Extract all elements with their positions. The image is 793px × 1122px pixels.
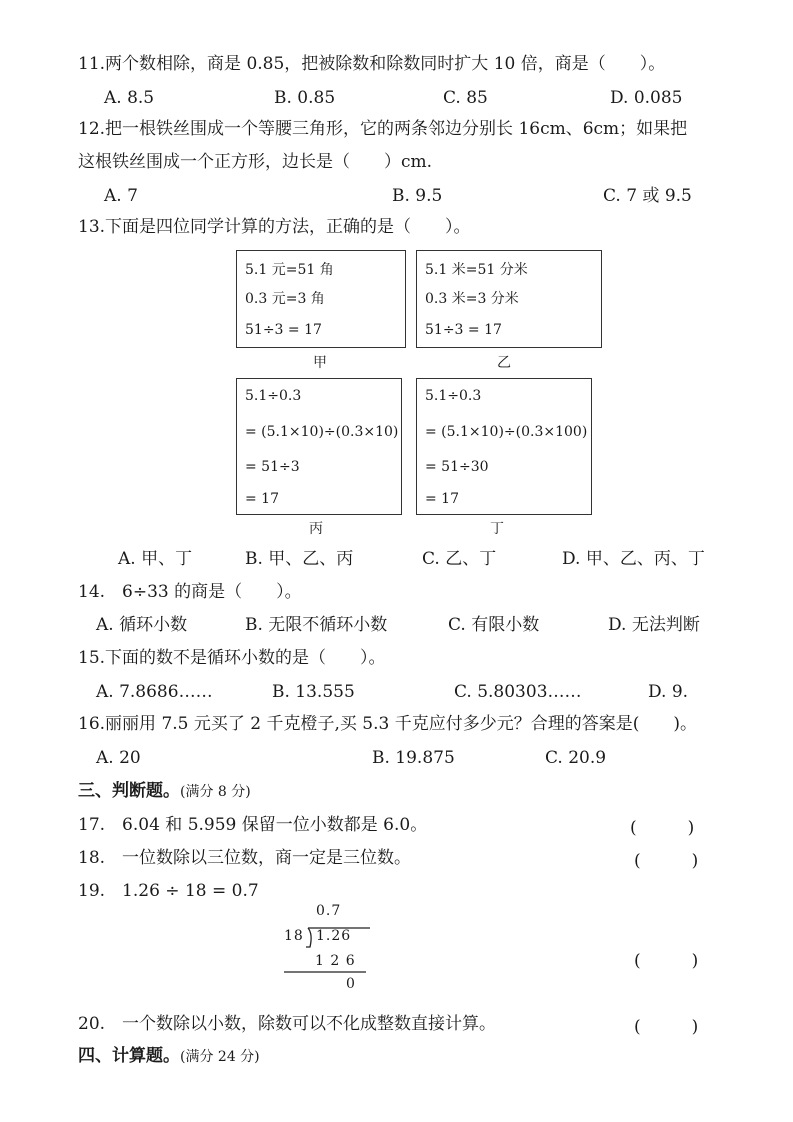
bing-caption: 丙 bbox=[309, 521, 323, 537]
yi-caption: 乙 bbox=[497, 355, 511, 371]
section4-title: 四、计算题。 bbox=[78, 1046, 180, 1066]
q20-answer-paren[interactable]: ( ) bbox=[634, 1017, 699, 1037]
section3-score: (满分 8 分) bbox=[180, 784, 251, 800]
division-dividend: 1.26 bbox=[316, 928, 352, 944]
q17-answer-paren[interactable]: ( ) bbox=[630, 818, 695, 838]
ding-line-2: = (5.1×10)÷(0.3×100) bbox=[425, 424, 588, 440]
division-bracket-lines bbox=[280, 920, 380, 980]
jia-line-1: 5.1 元=51 角 bbox=[245, 262, 334, 278]
q19-answer-paren[interactable]: ( ) bbox=[634, 951, 699, 971]
q12-option-c[interactable]: C. 7 或 9.5 bbox=[603, 186, 692, 206]
q14-option-b[interactable]: B. 无限不循环小数 bbox=[245, 615, 388, 635]
method-box-yi bbox=[416, 250, 602, 348]
q18-stem: 18. 一位数除以三位数，商一定是三位数。 bbox=[78, 848, 412, 868]
q18-answer-paren[interactable]: ( ) bbox=[634, 851, 699, 871]
method-box-jia bbox=[236, 250, 406, 348]
method-box-ding bbox=[416, 378, 592, 515]
ding-line-1: 5.1÷0.3 bbox=[425, 388, 482, 404]
q13-stem: 13.下面是四位同学计算的方法，正确的是（ ）。 bbox=[78, 217, 471, 237]
q14-stem: 14. 6÷33 的商是（ ）。 bbox=[78, 582, 302, 602]
division-divisor: 18 bbox=[284, 928, 304, 944]
q14-option-c[interactable]: C. 有限小数 bbox=[448, 615, 540, 635]
bing-line-1: 5.1÷0.3 bbox=[245, 388, 302, 404]
q20-stem: 20. 一个数除以小数，除数可以不化成整数直接计算。 bbox=[78, 1014, 497, 1034]
ding-caption: 丁 bbox=[490, 521, 504, 537]
q14-option-d[interactable]: D. 无法判断 bbox=[608, 615, 700, 635]
q15-option-a[interactable]: A. 7.8686…… bbox=[96, 682, 213, 702]
q15-stem: 15.下面的数不是循环小数的是（ ）。 bbox=[78, 648, 386, 668]
ding-line-3: = 51÷30 bbox=[425, 459, 489, 475]
q19-stem: 19. 1.26 ÷ 18 = 0.7 bbox=[78, 881, 259, 901]
jia-line-3: 51÷3 = 17 bbox=[245, 322, 322, 338]
bing-line-2: = (5.1×10)÷(0.3×10) bbox=[245, 424, 399, 440]
bing-line-4: = 17 bbox=[245, 491, 279, 507]
q16-stem: 16.丽丽用 7.5 元买了 2 千克橙子,买 5.3 千克应付多少元？合理的答案是( )。 bbox=[78, 714, 698, 734]
q13-option-a[interactable]: A. 甲、丁 bbox=[118, 549, 193, 569]
section4-score: (满分 24 分) bbox=[180, 1049, 260, 1065]
section3-title: 三、判断题。 bbox=[78, 781, 180, 801]
q11-option-c[interactable]: C. 85 bbox=[443, 88, 488, 108]
jia-line-2: 0.3 元=3 角 bbox=[245, 291, 325, 307]
bing-line-3: = 51÷3 bbox=[245, 459, 300, 475]
q14-option-a[interactable]: A. 循环小数 bbox=[96, 615, 188, 635]
jia-caption: 甲 bbox=[313, 355, 327, 371]
q15-option-d[interactable]: D. 9. bbox=[648, 682, 689, 702]
ding-line-4: = 17 bbox=[425, 491, 459, 507]
division-quotient: 0.7 bbox=[316, 903, 342, 919]
q11-stem: 11.两个数相除，商是 0.85，把被除数和除数同时扩大 10 倍，商是（ ）。 bbox=[78, 54, 666, 74]
yi-line-2: 0.3 米=3 分米 bbox=[425, 291, 519, 307]
yi-line-3: 51÷3 = 17 bbox=[425, 322, 502, 338]
q12-option-a[interactable]: A. 7 bbox=[104, 186, 138, 206]
q13-option-d[interactable]: D. 甲、乙、丙、丁 bbox=[562, 549, 705, 569]
q11-option-a[interactable]: A. 8.5 bbox=[104, 88, 155, 108]
method-box-bing bbox=[236, 378, 402, 515]
q13-option-c[interactable]: C. 乙、丁 bbox=[422, 549, 497, 569]
q12-stem-line1: 12.把一根铁丝围成一个等腰三角形，它的两条邻边分别长 16cm、6cm；如果把 bbox=[78, 119, 688, 139]
section4-heading bbox=[78, 1044, 260, 1069]
division-remainder: 0 bbox=[346, 976, 356, 992]
q15-option-c[interactable]: C. 5.80303…… bbox=[454, 682, 582, 702]
section3-heading bbox=[78, 779, 251, 804]
q16-option-a[interactable]: A. 20 bbox=[96, 748, 141, 768]
q11-option-d[interactable]: D. 0.085 bbox=[610, 88, 683, 108]
q16-option-b[interactable]: B. 19.875 bbox=[372, 748, 455, 768]
q12-option-b[interactable]: B. 9.5 bbox=[392, 186, 443, 206]
q12-stem-line2: 这根铁丝围成一个正方形，边长是（ ）cm. bbox=[78, 152, 433, 172]
division-product: 1 2 6 bbox=[315, 953, 356, 969]
q17-stem: 17. 6.04 和 5.959 保留一位小数都是 6.0。 bbox=[78, 815, 428, 835]
yi-line-1: 5.1 米=51 分米 bbox=[425, 262, 528, 278]
q16-option-c[interactable]: C. 20.9 bbox=[545, 748, 607, 768]
q11-option-b[interactable]: B. 0.85 bbox=[274, 88, 336, 108]
q15-option-b[interactable]: B. 13.555 bbox=[272, 682, 355, 702]
q13-option-b[interactable]: B. 甲、乙、丙 bbox=[245, 549, 354, 569]
